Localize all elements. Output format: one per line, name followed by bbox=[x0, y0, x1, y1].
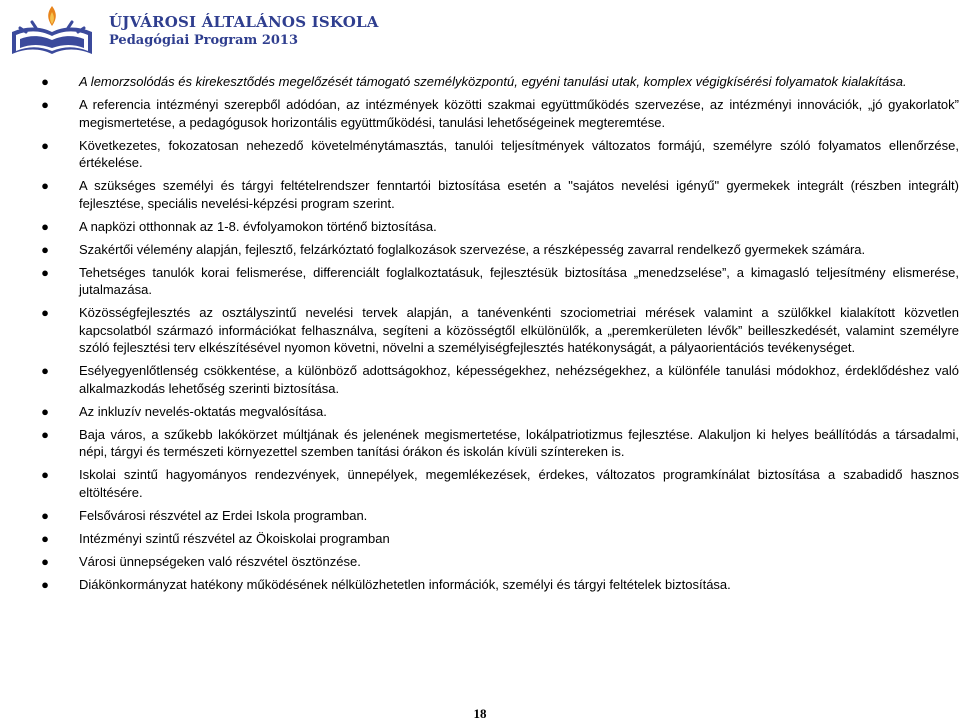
list-item bbox=[38, 553, 960, 571]
list-item-text: Baja város, a szűkebb lakókörzet múltjának és jelenének megismertetése, lokálpatriotizmus fejlesztése. Alakuljon ki helyes beállítódás a társadalmi, népi, tárgyi és természeti környezettel szemben tanítási órákon és iskolán kívüli színtereken is. bbox=[79, 426, 959, 459]
bullet-icon: ● bbox=[41, 467, 49, 482]
list-item-text: Következetes, fokozatosan nehezedő követelménytámasztás, tanulói teljesítmények változatos formájú, személyre szóló folyamatos ellenőrzése, értékelése. bbox=[79, 137, 959, 170]
bullet-icon: ● bbox=[41, 137, 49, 153]
bullet-icon: ● bbox=[41, 530, 49, 546]
list-item-text: Az inkluzív nevelés-oktatás megvalósítása. bbox=[79, 403, 327, 419]
bullet-icon: ● bbox=[41, 576, 49, 592]
list-item-text: A szükséges személyi és tárgyi feltételrendszer fenntartói biztosítása esetén a "sajátos nevelési igényű" gyermekek integrált (részben integrált) fejlesztése, speciális nevelési-képzési program szerint. bbox=[79, 178, 959, 211]
page-header bbox=[0, 0, 960, 62]
list-item bbox=[38, 426, 960, 461]
bullet-icon: ● bbox=[41, 305, 49, 320]
list-item-text: Esélyegyenlőtlenség csökkentése, a különböző adottságokhoz, képességekhez, nehézségekhez, a különféle tanulási módokhoz, érdeklődéshez való alkalmazkodás lehetőség szerinti biztosítása. bbox=[79, 363, 959, 396]
bullet-icon: ● bbox=[41, 74, 49, 89]
bullet-icon: ● bbox=[41, 241, 49, 257]
page-number: 18 bbox=[473, 706, 487, 721]
bullet-icon: ● bbox=[41, 178, 49, 193]
list-item bbox=[38, 466, 960, 501]
bullet-icon: ● bbox=[41, 97, 49, 112]
school-name: ÚJVÁROSI ÁLTALÁNOS ISKOLA bbox=[109, 13, 379, 31]
list-item bbox=[38, 73, 960, 91]
list-item bbox=[38, 137, 960, 172]
list-item bbox=[38, 576, 960, 594]
bullet-icon: ● bbox=[41, 553, 49, 569]
list-item bbox=[38, 218, 960, 236]
list-item-text: Diákönkormányzat hatékony működésének nélkülözhetetlen információk, személyi és tárgyi feltételek biztosítása. bbox=[79, 576, 731, 592]
bullet-icon: ● bbox=[41, 264, 49, 280]
list-item-text: A lemorzsolódás és kirekesztődés megelőzését támogató személyközpontú, egyéni tanulási utak, komplex végigkísérési folyamatok kialakítása. bbox=[79, 74, 907, 89]
list-item-text: Felsővárosi részvétel az Erdei Iskola programban. bbox=[79, 507, 368, 523]
bullet-icon: ● bbox=[41, 426, 49, 442]
list-item-text: Iskolai szintű hagyományos rendezvények, ünnepélyek, megemlékezések, érdekes, változatos programkínálat biztosítása a szabadidő hasznos eltöltésére. bbox=[79, 467, 959, 500]
bullet-icon: ● bbox=[41, 363, 49, 378]
program-title: Pedagógiai Program 2013 bbox=[109, 33, 299, 48]
list-item bbox=[38, 177, 960, 212]
list-item-text: A napközi otthonnak az 1-8. évfolyamokon történő biztosítása. bbox=[79, 218, 437, 234]
list-item-text: Szakértői vélemény alapján, fejlesztő, felzárkóztató foglalkozások szervezése, a részképesség zavarral rendelkező gyermekek számára. bbox=[79, 241, 866, 257]
list-item-text: Intézményi szintű részvétel az Ökoiskolai programban bbox=[79, 530, 390, 546]
bullet-list bbox=[38, 73, 960, 599]
list-item bbox=[38, 264, 960, 299]
list-item bbox=[38, 403, 960, 421]
list-item bbox=[38, 241, 960, 259]
list-item bbox=[38, 304, 960, 357]
school-logo-icon bbox=[2, 2, 102, 62]
bullet-icon: ● bbox=[41, 218, 49, 234]
list-item-text: Közösségfejlesztés az osztályszintű nevelési tervek alapján, a tanévenkénti szociometriai mérések valamint a szülőkkel kialakított közvetlen kapcsolatból származó információkat felhasználva, segíteni a közösségtől elkülönülők, a „peremkerületen lévők” beilleszkedését, valamint személyre szóló fejlesztési terv elkészítésével nyomon követni, növelni a személyiségfejlesztés hatékonyságát, a pályaorientációs tevékenységet. bbox=[79, 305, 959, 355]
list-item-text: A referencia intézményi szerepből adódóan, az intézmények közötti szakmai együttműködés szervezése, az intézményi innovációk, „jó gyakorlatok” megismertetése, a pedagógusok horizontális együttműködési, tanulási lehetőségeinek megteremtése. bbox=[79, 97, 959, 130]
list-item bbox=[38, 362, 960, 397]
list-item-text: Tehetséges tanulók korai felismerése, differenciált foglalkoztatásuk, fejlesztésük biztosítása „menedzselése”, a kimagasló teljesítmény elismerése, jutalmazása. bbox=[79, 264, 959, 297]
list-item bbox=[38, 507, 960, 525]
bullet-icon: ● bbox=[41, 403, 49, 419]
list-item bbox=[38, 530, 960, 548]
list-item bbox=[38, 96, 960, 131]
bullet-icon: ● bbox=[41, 507, 49, 523]
list-item-text: Városi ünnepségeken való részvétel ösztönzése. bbox=[79, 553, 361, 569]
